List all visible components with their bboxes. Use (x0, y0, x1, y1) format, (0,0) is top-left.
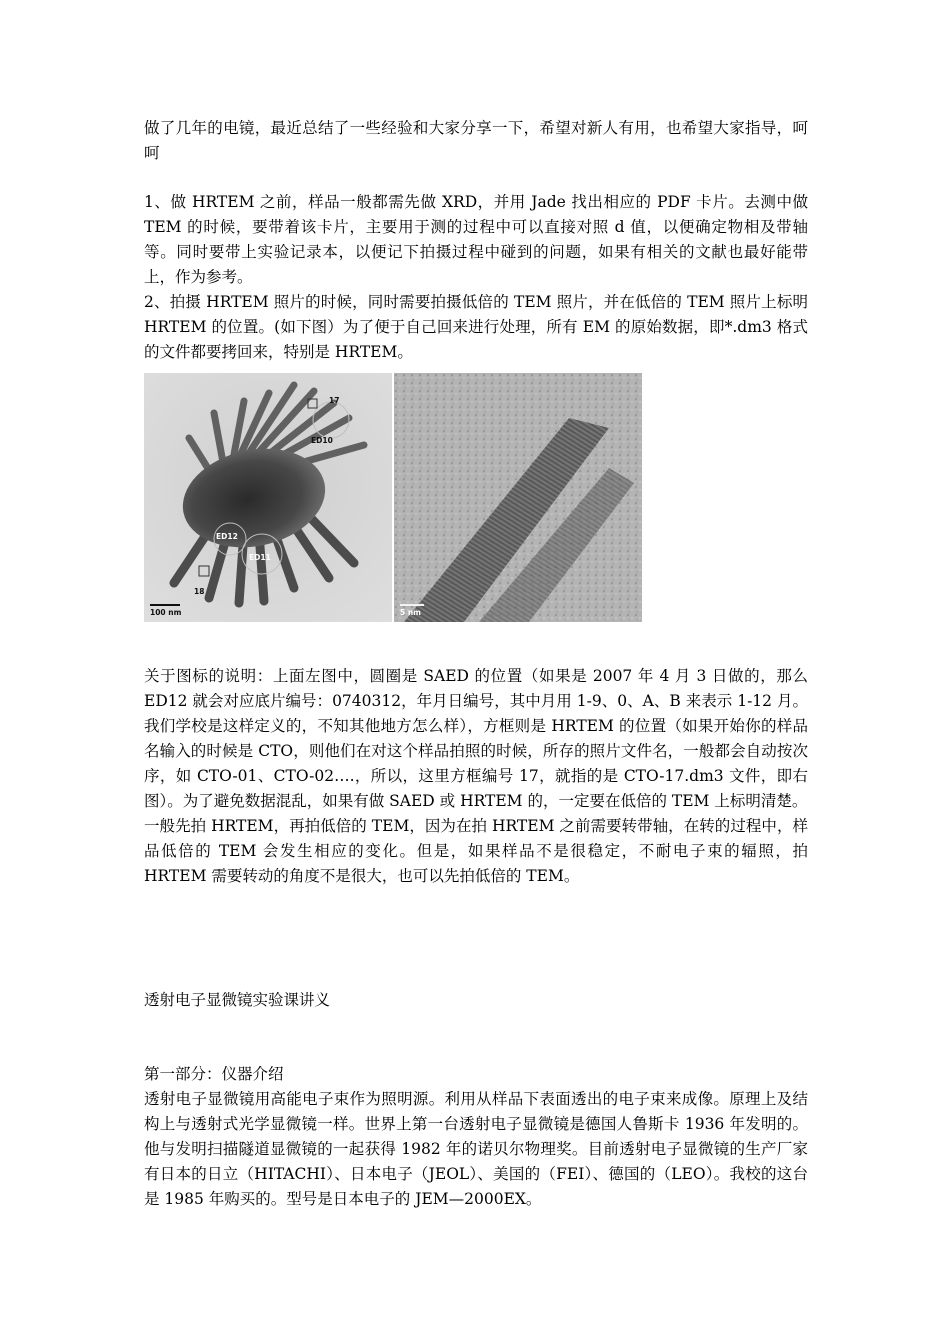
tip-2-paragraph: 2、拍摄 HRTEM 照片的时候，同时需要拍摄低倍的 TEM 照片，并在低倍的 TEM 照片上标明 HRTEM 的位置。(如下图）为了便于自己回来进行处理，所有 EM 的原始数据，即*.dm3 格式的文件都要拷回来，特别是 HRTEM。 (144, 293, 808, 361)
scale-bar-label: 5 nm (400, 608, 421, 617)
low-mag-tem-drawing (144, 373, 392, 622)
label-box-17: 17 (329, 396, 340, 405)
figure-notes-section (144, 664, 808, 889)
tips-section (144, 190, 808, 365)
part1-heading: 第一部分：仪器介绍 (144, 1065, 284, 1083)
tem-figure (144, 373, 642, 622)
notes-paragraph-2: 一般先拍 HRTEM，再拍低倍的 TEM，因为在拍 HRTEM 之前需要转带轴，在转的过程中，样品低倍的 TEM 会发生相应的变化。但是，如果样品不是很稳定，不耐电子束的辐照，拍 HRTEM 需要转动的角度不是很大，也可以先拍低倍的 TEM。 (144, 817, 808, 885)
tip-1-paragraph: 1、做 HRTEM 之前，样品一般都需先做 XRD，并用 Jade 找出相应的 PDF 卡片。去测中做 TEM 的时候，要带着该卡片，主要用于测的过程中可以直接对照 d 值，以便确定物相及带轴等。同时要带上实验记录本，以便记下拍摄过程中碰到的问题，如果有相关的文献也最好能带上，作为参考。 (144, 193, 808, 286)
low-mag-tem-image (144, 373, 392, 622)
scale-bar-label: 100 nm (150, 608, 182, 617)
section-title: 透射电子显微镜实验课讲义 (144, 991, 331, 1009)
intro-paragraph: 做了几年的电镜，最近总结了一些经验和大家分享一下，希望对新人有用，也希望大家指导，呵呵 (144, 119, 808, 162)
label-ed10: ED10 (311, 436, 333, 445)
label-ed12: ED12 (216, 532, 238, 541)
part1-body: 透射电子显微镜用高能电子束作为照明源。利用从样品下表面透出的电子束来成像。原理上及结构上与透射式光学显微镜一样。世界上第一台透射电子显微镜是德国人鲁斯卡 1936 年发明的。他与发明扫描隧道显微镜的一起获得 1982 年的诺贝尔物理奖。目前透射电子显微镜的生产厂家有日本的日立（HITACHI）、日本电子（JEOL）、美国的（FEI）、德国的（LEO）。我校的这台是 1985 年购买的。型号是日本电子的 JEM—2000EX。 (144, 1090, 808, 1208)
label-ed11: ED11 (249, 553, 271, 562)
part1-section (144, 1062, 808, 1212)
hrtem-image (394, 373, 642, 622)
label-box-18: 18 (194, 587, 205, 596)
hrtem-drawing (394, 373, 642, 622)
notes-paragraph-1: 关于图标的说明：上面左图中，圆圈是 SAED 的位置（如果是 2007 年 4 月 3 日做的，那么 ED12 就会对应底片编号：0740312，年月日编号，其中月用 1-9、0、A、B 来表示 1-12 月。我们学校是这样定义的，不知其他地方怎么样），方框则是 HRTEM 的位置（如果开始你的样品名输入的时候是 CTO，则他们在对这个样品拍照的时候，所存的照片文件名，一般都会自动按次序，如 CTO-01、CTO-02….，所以，这里方框编号 17，就指的是 CTO-17.dm3 文件，即右图）。为了避免数据混乱，如果有做 SAED 或 HRTEM 的，一定要在低倍的 TEM 上标明清楚。 (144, 667, 808, 810)
